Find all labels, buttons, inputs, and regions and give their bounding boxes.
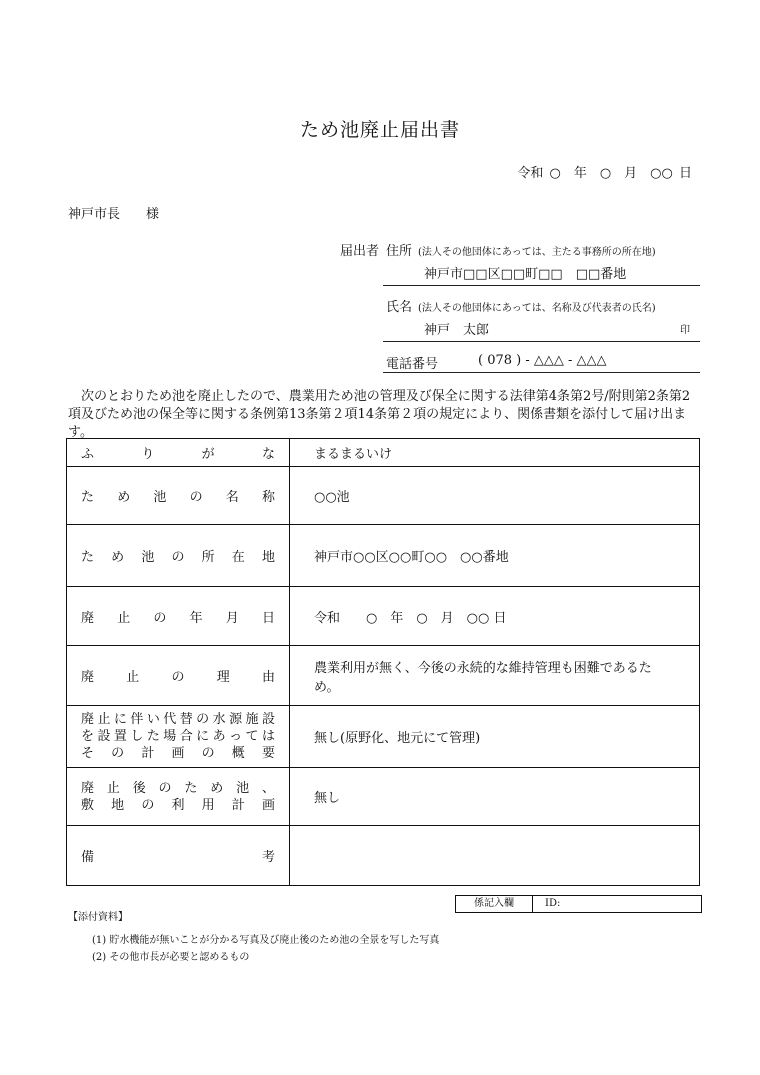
label-char: 廃 bbox=[81, 712, 95, 727]
label-char: 置 bbox=[113, 729, 127, 744]
label-char: た bbox=[81, 490, 95, 505]
label-char: に bbox=[196, 729, 210, 744]
table-row bbox=[67, 587, 700, 646]
name-rule bbox=[383, 341, 700, 342]
label-char: の bbox=[196, 712, 210, 727]
label-char: 画 bbox=[261, 797, 275, 813]
phone-rule bbox=[383, 372, 700, 373]
label-char: 名 bbox=[225, 490, 239, 505]
details-table bbox=[66, 438, 700, 886]
label-char: 理 bbox=[216, 670, 230, 685]
label-char: 地 bbox=[261, 550, 275, 565]
label-char: 所 bbox=[201, 550, 215, 565]
row-value: ○○池 bbox=[290, 467, 700, 525]
document-title: ため池廃止届出書 bbox=[299, 119, 460, 141]
name-label: 氏名 bbox=[386, 300, 413, 315]
label-char: そ bbox=[81, 746, 95, 761]
label-char: 伴 bbox=[130, 712, 144, 727]
label-char: 設 bbox=[97, 729, 111, 744]
label-char: 廃 bbox=[81, 780, 95, 796]
label-char: 、 bbox=[261, 780, 275, 796]
label-char: ふ bbox=[81, 447, 95, 462]
label-char: 替 bbox=[179, 712, 193, 727]
row-label bbox=[67, 706, 290, 768]
label-char: 止 bbox=[106, 780, 120, 796]
label-char: を bbox=[81, 729, 95, 744]
office-use-label: 係記入欄 bbox=[456, 896, 533, 912]
label-char: た bbox=[81, 550, 95, 565]
label-char: た bbox=[184, 780, 198, 796]
label-char: 池 bbox=[236, 780, 250, 796]
row-label bbox=[67, 525, 290, 587]
label-line bbox=[81, 728, 275, 745]
row-value: 令和 ○ 年 ○ 月 ○○ 日 bbox=[290, 587, 700, 646]
attachments-heading: 【添付資料】 bbox=[68, 912, 128, 923]
label-char: た bbox=[146, 729, 160, 744]
label-char: 用 bbox=[201, 797, 215, 813]
label-char: て bbox=[245, 729, 259, 744]
label-char: な bbox=[261, 447, 275, 462]
label-char: あ bbox=[212, 729, 226, 744]
label-char: 由 bbox=[261, 670, 275, 685]
table-row bbox=[67, 439, 700, 467]
table-row bbox=[67, 706, 700, 768]
row-label bbox=[67, 467, 290, 525]
phone-value: ( 078 ) - △△△ - △△△ bbox=[478, 353, 607, 368]
label-char: り bbox=[141, 447, 155, 462]
seal-mark: 印 bbox=[680, 325, 690, 336]
address-note: (法人その他団体にあっては、主たる事務所の所在地) bbox=[418, 247, 656, 258]
row-value: 農業利用が無く、今後の永続的な維持管理も困難であるため。 bbox=[290, 646, 700, 706]
label-char: 称 bbox=[261, 490, 275, 505]
row-label bbox=[67, 587, 290, 646]
label-char: 利 bbox=[171, 797, 185, 813]
address-rule bbox=[383, 285, 700, 286]
label-char: 源 bbox=[229, 712, 243, 727]
row-value bbox=[290, 826, 700, 886]
label-char: 画 bbox=[171, 746, 185, 761]
office-id-label: ID: bbox=[545, 898, 561, 909]
label-line bbox=[81, 745, 275, 762]
label-line bbox=[81, 797, 275, 814]
name-note: (法人その他団体にあっては、名称及び代表者の氏名) bbox=[418, 303, 656, 314]
table-row bbox=[67, 646, 700, 706]
label-char: の bbox=[111, 746, 125, 761]
label-char: の bbox=[141, 797, 155, 813]
phone-label: 電話番号 bbox=[386, 357, 439, 372]
label-char: め bbox=[111, 550, 125, 565]
label-char: の bbox=[158, 780, 172, 796]
label-char: 考 bbox=[261, 850, 275, 865]
row-label bbox=[67, 646, 290, 706]
label-char: 概 bbox=[231, 746, 245, 761]
label-char: の bbox=[171, 550, 185, 565]
address-label: 住所 bbox=[386, 244, 413, 259]
label-char: 在 bbox=[231, 550, 245, 565]
label-char: め bbox=[210, 780, 224, 796]
attachment-item: (1) 貯水機能が無いことが分かる写真及び廃止後のため池の全景を写した写真 bbox=[92, 935, 440, 946]
label-char: 年 bbox=[189, 610, 203, 626]
label-char: 合 bbox=[179, 729, 193, 744]
label-char: の bbox=[171, 670, 185, 685]
label-char: 水 bbox=[212, 712, 226, 727]
label-char: の bbox=[201, 746, 215, 761]
label-char: 止 bbox=[117, 610, 131, 626]
label-char: 日 bbox=[261, 610, 275, 626]
label-char: 池 bbox=[153, 490, 167, 505]
label-char: 後 bbox=[132, 780, 146, 796]
label-char: 地 bbox=[111, 797, 125, 813]
intro-paragraph: 次のとおりため池を廃止したので、農業用ため池の管理及び保全に関する法律第4条第2号/附則第2条第2項及びため池の保全等に関する条例第13条第２項14条第２項の規定により、関係書類を添付して届け出ます。 bbox=[68, 389, 691, 440]
table-row bbox=[67, 768, 700, 826]
label-char: 計 bbox=[231, 797, 245, 813]
label-char: は bbox=[261, 729, 275, 744]
label-char: 要 bbox=[261, 746, 275, 761]
label-char: 施 bbox=[245, 712, 259, 727]
address-value: 神戸市□□区□□町□□ □□番地 bbox=[424, 267, 627, 282]
label-char: 備 bbox=[81, 850, 95, 865]
attachment-item: (2) その他市長が必要と認めるもの bbox=[92, 952, 250, 963]
submission-date: 令和 ○ 年 ○ 月 ○○ 日 bbox=[517, 166, 692, 181]
label-char: っ bbox=[229, 729, 243, 744]
row-value: 無し bbox=[290, 768, 700, 826]
name-value: 神戸 太郎 bbox=[424, 323, 490, 338]
row-label bbox=[67, 826, 290, 886]
label-line bbox=[81, 780, 275, 797]
label-char: 廃 bbox=[81, 610, 95, 626]
label-char: 敷 bbox=[81, 797, 95, 813]
label-char: 廃 bbox=[81, 670, 95, 685]
row-label bbox=[67, 439, 290, 467]
table-row bbox=[67, 525, 700, 587]
applicant-label: 届出者 bbox=[340, 244, 380, 259]
label-char: の bbox=[189, 490, 203, 505]
addressee: 神戸市長 様 bbox=[68, 207, 160, 222]
label-char: が bbox=[201, 447, 215, 462]
label-char: 代 bbox=[163, 712, 177, 727]
label-char: 月 bbox=[225, 610, 239, 626]
label-char: い bbox=[146, 712, 160, 727]
label-char: に bbox=[113, 712, 127, 727]
label-char: の bbox=[153, 610, 167, 626]
label-char: 計 bbox=[141, 746, 155, 761]
label-char: 止 bbox=[126, 670, 140, 685]
row-value: 無し(原野化、地元にて管理) bbox=[290, 706, 700, 768]
table-row bbox=[67, 467, 700, 525]
label-char: 設 bbox=[261, 712, 275, 727]
label-char: 場 bbox=[163, 729, 177, 744]
label-char: し bbox=[130, 729, 144, 744]
table-row bbox=[67, 826, 700, 886]
label-line bbox=[81, 711, 275, 728]
row-value: 神戸市○○区○○町○○ ○○番地 bbox=[290, 525, 700, 587]
row-label bbox=[67, 768, 290, 826]
label-char: め bbox=[117, 490, 131, 505]
office-use-box bbox=[455, 895, 702, 913]
label-char: 止 bbox=[97, 712, 111, 727]
row-value: まるまるいけ bbox=[290, 439, 700, 467]
label-char: 池 bbox=[141, 550, 155, 565]
